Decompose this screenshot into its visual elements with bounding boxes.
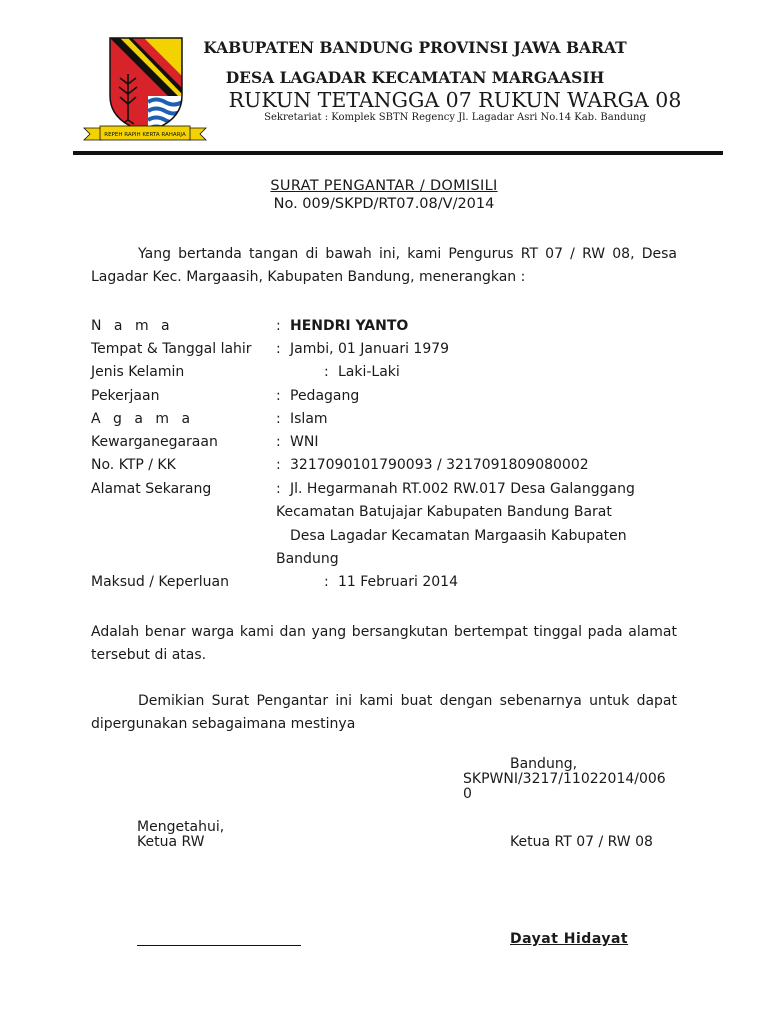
signature-place: Bandung, (510, 756, 578, 772)
field-nama-label: N a m a (91, 318, 174, 334)
field-colon: : (276, 318, 281, 334)
field-warga-value: WNI (290, 434, 319, 450)
header-rt-rw: RUKUN TETANGGA 07 RUKUN WARGA 08 (228, 88, 682, 112)
header-secretariat: Sekretariat : Komplek SBTN Regency Jl. Lagadar Asri No.14 Kab. Bandung (264, 112, 646, 123)
field-colon: : (276, 457, 281, 473)
rw-signature-line (137, 945, 301, 946)
field-alamat-label: Alamat Sekarang (91, 481, 212, 497)
field-jk-value: Laki-Laki (338, 364, 400, 380)
header-regency: KABUPATEN BANDUNG PROVINSI JAWA BARAT (203, 38, 627, 57)
field-colon: : (276, 388, 281, 404)
field-ttl-label: Tempat & Tanggal lahir (91, 341, 252, 357)
field-warga-label: Kewarganegaraan (91, 434, 218, 450)
header-divider (73, 151, 723, 155)
signature-reference-cont: 0 (463, 786, 472, 802)
field-maksud-label: Maksud / Keperluan (91, 574, 230, 590)
rt-head-title: Ketua RT 07 / RW 08 (510, 834, 653, 850)
field-colon: : (276, 341, 281, 357)
field-ttl-value: Jambi, 01 Januari 1979 (290, 341, 450, 357)
field-colon: : (324, 364, 329, 380)
letter-title: SURAT PENGANTAR / DOMISILI (270, 178, 498, 194)
letter-number: No. 009/SKPD/RT07.08/V/2014 (273, 196, 495, 212)
signature-reference: SKPWNI/3217/11022014/006 (463, 771, 666, 787)
field-jk-label: Jenis Kelamin (91, 364, 185, 380)
field-alamat-line-2: Kecamatan Batujajar Kabupaten Bandung Barat (276, 504, 612, 520)
acknowledged-label: Mengetahui, (137, 819, 225, 835)
rw-head-title: Ketua RW (137, 834, 205, 850)
field-agama-value: Islam (290, 411, 328, 427)
field-pekerjaan-value: Pedagang (290, 388, 360, 404)
intro-paragraph: Yang bertanda tangan di bawah ini, kami Pengurus RT 07 / RW 08, Desa Lagadar Kec. Margaasih, Kabupaten Bandung, menerangkan : (91, 246, 677, 285)
closing-paragraph: Demikian Surat Pengantar ini kami buat dengan sebenarnya untuk dapat dipergunakan sebagaimana mestinya (91, 693, 677, 732)
field-colon: : (276, 411, 281, 427)
field-colon: : (276, 481, 281, 497)
field-ktp-value: 3217090101790093 / 3217091809080002 (290, 457, 589, 473)
field-ktp-label: No. KTP / KK (91, 457, 176, 473)
field-alamat-line-1: Jl. Hegarmanah RT.002 RW.017 Desa Galanggang (290, 481, 635, 497)
rt-head-name: Dayat Hidayat (510, 931, 629, 947)
field-maksud-value: 11 Februari 2014 (338, 574, 458, 590)
header-village: DESA LAGADAR KECAMATAN MARGAASIH (225, 68, 605, 87)
svg-text:REPEH RAPIH KERTA RAHARJA: REPEH RAPIH KERTA RAHARJA (104, 132, 186, 138)
field-alamat-line-3: Desa Lagadar Kecamatan Margaasih Kabupaten (290, 528, 627, 544)
field-pekerjaan-label: Pekerjaan (91, 388, 160, 404)
field-agama-label: A g a m a (91, 411, 195, 427)
field-colon: : (276, 434, 281, 450)
field-alamat-line-4: Bandung (276, 551, 339, 567)
field-nama-value: HENDRI YANTO (290, 318, 409, 334)
confirmation-paragraph: Adalah benar warga kami dan yang bersangkutan bertempat tinggal pada alamat tersebut di atas. (91, 624, 677, 663)
field-colon: : (324, 574, 329, 590)
